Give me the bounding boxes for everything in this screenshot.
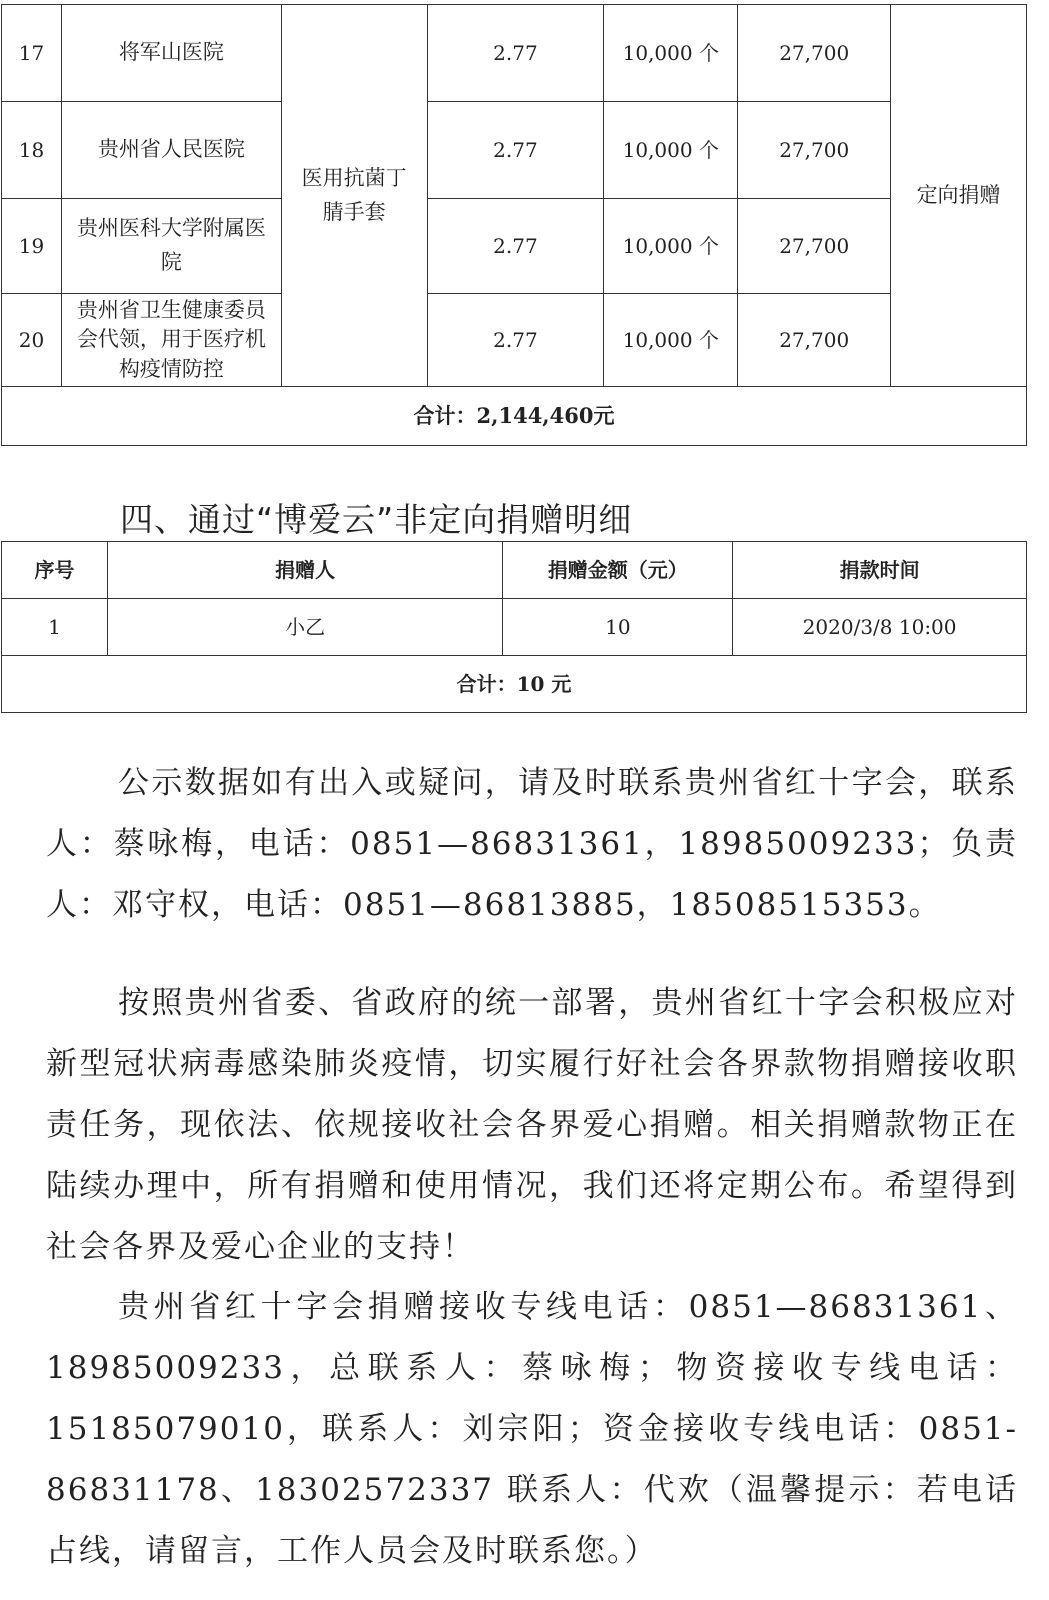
donation-table [1,4,1027,446]
method-cell: 定向捐赠 [891,5,1027,387]
recipient-cell: 将军山医院 [61,5,281,102]
recipient-cell: 贵州省卫生健康委员会代领，用于医疗机构疫情防控 [61,294,281,387]
row-number: 17 [2,5,62,102]
qty-cell: 10,000 个 [604,5,738,102]
table-header-row [2,542,1027,599]
total-cell: 合计：2,144,460元 [2,387,1027,446]
header-time: 捐款时间 [733,542,1027,599]
amount-cell: 27,700 [738,199,891,294]
notice-paragraph: 按照贵州省委、省政府的统一部署，贵州省红十字会积极应对新型冠状病毒感染肺炎疫情，切实履行好社会各界款物捐赠接收职责任务，现依法、依规接收社会各界爱心捐赠。相关捐赠款物正在陆续办理中，所有捐赠和使用情况，我们还将定期公布。希望得到社会各界及爱心企业的支持！ [46,985,1018,1265]
price-cell: 2.77 [427,5,604,102]
header-donor: 捐赠人 [107,542,503,599]
price-cell: 2.77 [427,294,604,387]
row-number: 20 [2,294,62,387]
item-name: 医用抗菌丁腈手套 [301,165,407,224]
nondirected-donation-table [1,541,1027,713]
row-number: 19 [2,199,62,294]
item-name-cell [281,5,427,387]
price-cell: 2.77 [427,102,604,199]
table-row [2,599,1027,656]
total-cell: 合计：10 元 [2,656,1027,713]
contact-paragraph: 公示数据如有出入或疑问，请及时联系贵州省红十字会，联系人：蔡咏梅，电话：0851—86831361，18985009233；负责人：邓守权，电话：0851—86813885，18508515353。 [46,765,1018,923]
time-cell: 2020/3/8 10:00 [733,599,1027,656]
recipient-cell: 贵州省人民医院 [61,102,281,199]
qty-cell: 10,000 个 [604,102,738,199]
recipient-cell: 贵州医科大学附属医院 [61,199,281,294]
header-amount: 捐赠金额（元） [503,542,733,599]
qty-cell: 10,000 个 [604,294,738,387]
table-row [2,5,1027,102]
amount-cell: 27,700 [738,102,891,199]
table-row [2,102,1027,199]
donor-cell: 小乙 [107,599,503,656]
amount-cell: 27,700 [738,294,891,387]
qty-cell: 10,000 个 [604,199,738,294]
hotline-paragraph: 贵州省红十字会捐赠接收专线电话：0851—86831361、18985009233，总联系人：蔡咏梅；物资接收专线电话：15185079010，联系人：刘宗阳；资金接收专线电话：0851-86831178、18302572337 联系人：代欢（温馨提示：若电话占线，请留言，工作人员会及时联系您。） [46,1289,1018,1569]
header-number: 序号 [2,542,108,599]
total-row [2,656,1027,713]
total-row [2,387,1027,446]
row-number: 18 [2,102,62,199]
table-row [2,199,1027,294]
section-title: 四、通过“博爱云”非定向捐赠明细 [120,500,633,539]
table-row [2,294,1027,387]
price-cell: 2.77 [427,199,604,294]
amount-cell: 10 [503,599,733,656]
amount-cell: 27,700 [738,5,891,102]
row-number: 1 [2,599,108,656]
